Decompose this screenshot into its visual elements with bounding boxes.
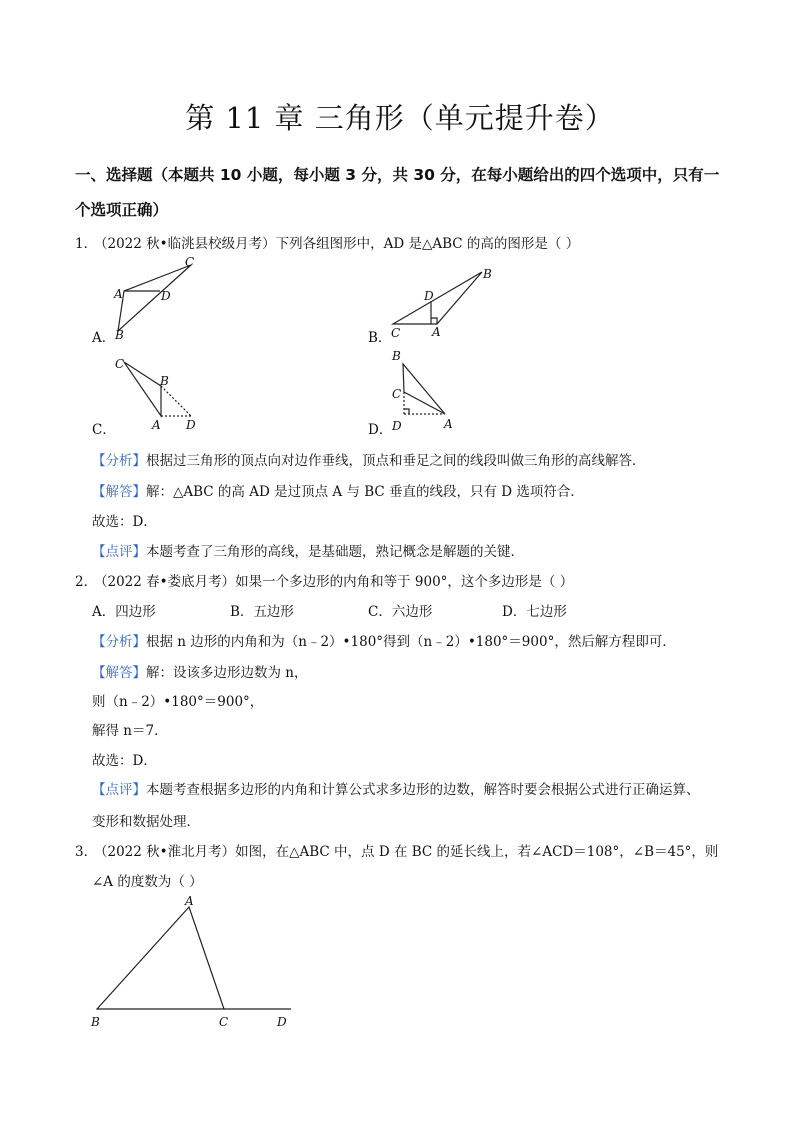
triangle [118,265,191,331]
label-d: D [392,419,402,433]
q2-analysis [92,630,676,650]
q1-analysis [92,449,646,469]
solution-text: 解：设该多边形边数为 n， [146,665,308,681]
label-a: A [185,894,194,908]
q1-figure-d [386,346,466,436]
q2-choice: 故选：D． [92,753,157,769]
q2-option-a: A．四边形 [92,604,156,620]
label-b: B [91,1015,100,1029]
q3-number: 3． [75,844,98,860]
label-b: B [483,267,492,281]
q1-figure-a [108,252,208,342]
label-d: D [424,289,434,303]
q2-number: 2． [75,574,98,590]
label-b: B [392,349,401,363]
label-d: D [186,418,196,432]
q1-figure-c [110,354,220,434]
label-b: B [160,374,169,388]
label-a: A [114,287,123,301]
label-c: C [115,357,125,371]
q2-step2: 解得 n＝7． [92,723,168,739]
q2-option-d: D．七边形 [502,604,567,620]
analysis-text: 根据过三角形的顶点向对边作垂线，顶点和垂足之间的线段叫做三角形的高线解答． [146,453,646,469]
q1-stem: （2022 秋•临洮县校级月考）下列各组图形中，AD 是△ABC 的高的图形是（ ） [94,236,580,252]
q1-option-b-label: B． [368,330,392,346]
q3-figure [85,893,315,1033]
label-a: A [444,417,453,431]
q2-comment [92,778,700,798]
q1-option-d-label: D． [368,422,393,438]
q3-stem-line1: （2022 秋•淮北月考）如图，在△ABC 中，点 D 在 BC 的延长线上，若∠ACD＝108°，∠B＝45°，则 [94,844,719,860]
comment-tag: 【点评】 [92,544,146,560]
q3-stem-line2: ∠A 的度数为（ ） [92,874,203,890]
q2-option-b: B．五边形 [230,604,294,620]
page-title: 第 11 章 三角形（单元提升卷） [185,101,615,135]
solution-tag: 【解答】 [92,484,146,500]
label-c: C [185,255,195,269]
comment-text: 本题考查根据多边形的内角和计算公式求多边形的边数，解答时要会根据公式进行正确运算、 [146,782,700,798]
q2-comment-cont: 变形和数据处理． [92,814,200,830]
label-c: C [219,1015,229,1029]
q2-stem: （2022 春•娄底月考）如果一个多边形的内角和等于 900°，这个多边形是（ ） [94,574,574,590]
q2-option-c: C．六边形 [368,604,433,620]
q2-step1: 则（n﹣2）•180°＝900°， [92,694,264,710]
triangle-abc [97,907,224,1009]
q1-option-a-label: A． [92,330,116,346]
q1-solution [92,480,584,500]
label-a: A [432,325,441,339]
label-b: B [115,328,124,342]
label-c: C [391,326,401,340]
label-d: D [277,1015,287,1029]
triangle [124,362,161,416]
q1-choice: 故选：D． [92,514,157,530]
analysis-tag: 【分析】 [92,453,146,469]
solution-tag: 【解答】 [92,665,146,681]
label-d: D [161,289,171,303]
q1-number: 1． [75,236,98,252]
comment-text: 本题考查了三角形的高线，是基础题，熟记概念是解题的关键． [146,544,524,560]
label-c: C [392,387,402,401]
comment-tag: 【点评】 [92,782,146,798]
solution-text: 解：△ABC 的高 AD 是过顶点 A 与 BC 垂直的线段，只有 D 选项符合． [146,484,584,500]
label-a: A [152,418,161,432]
q1-option-c-label: C． [92,422,116,438]
q1-comment [92,540,524,560]
q1-figure-b [385,262,505,342]
analysis-text: 根据 n 边形的内角和为（n﹣2）•180°得到（n﹣2）•180°＝900°，然后解方程即可． [146,634,676,650]
q2-solution [92,661,308,681]
section-heading-line1: 一、选择题（本题共 10 小题，每小题 3 分，共 30 分，在每小题给出的四个选项中，只有一 [75,166,720,184]
triangle [393,272,482,324]
analysis-tag: 【分析】 [92,634,146,650]
triangle [403,364,445,414]
section-heading-line2: 个选项正确） [75,201,169,219]
